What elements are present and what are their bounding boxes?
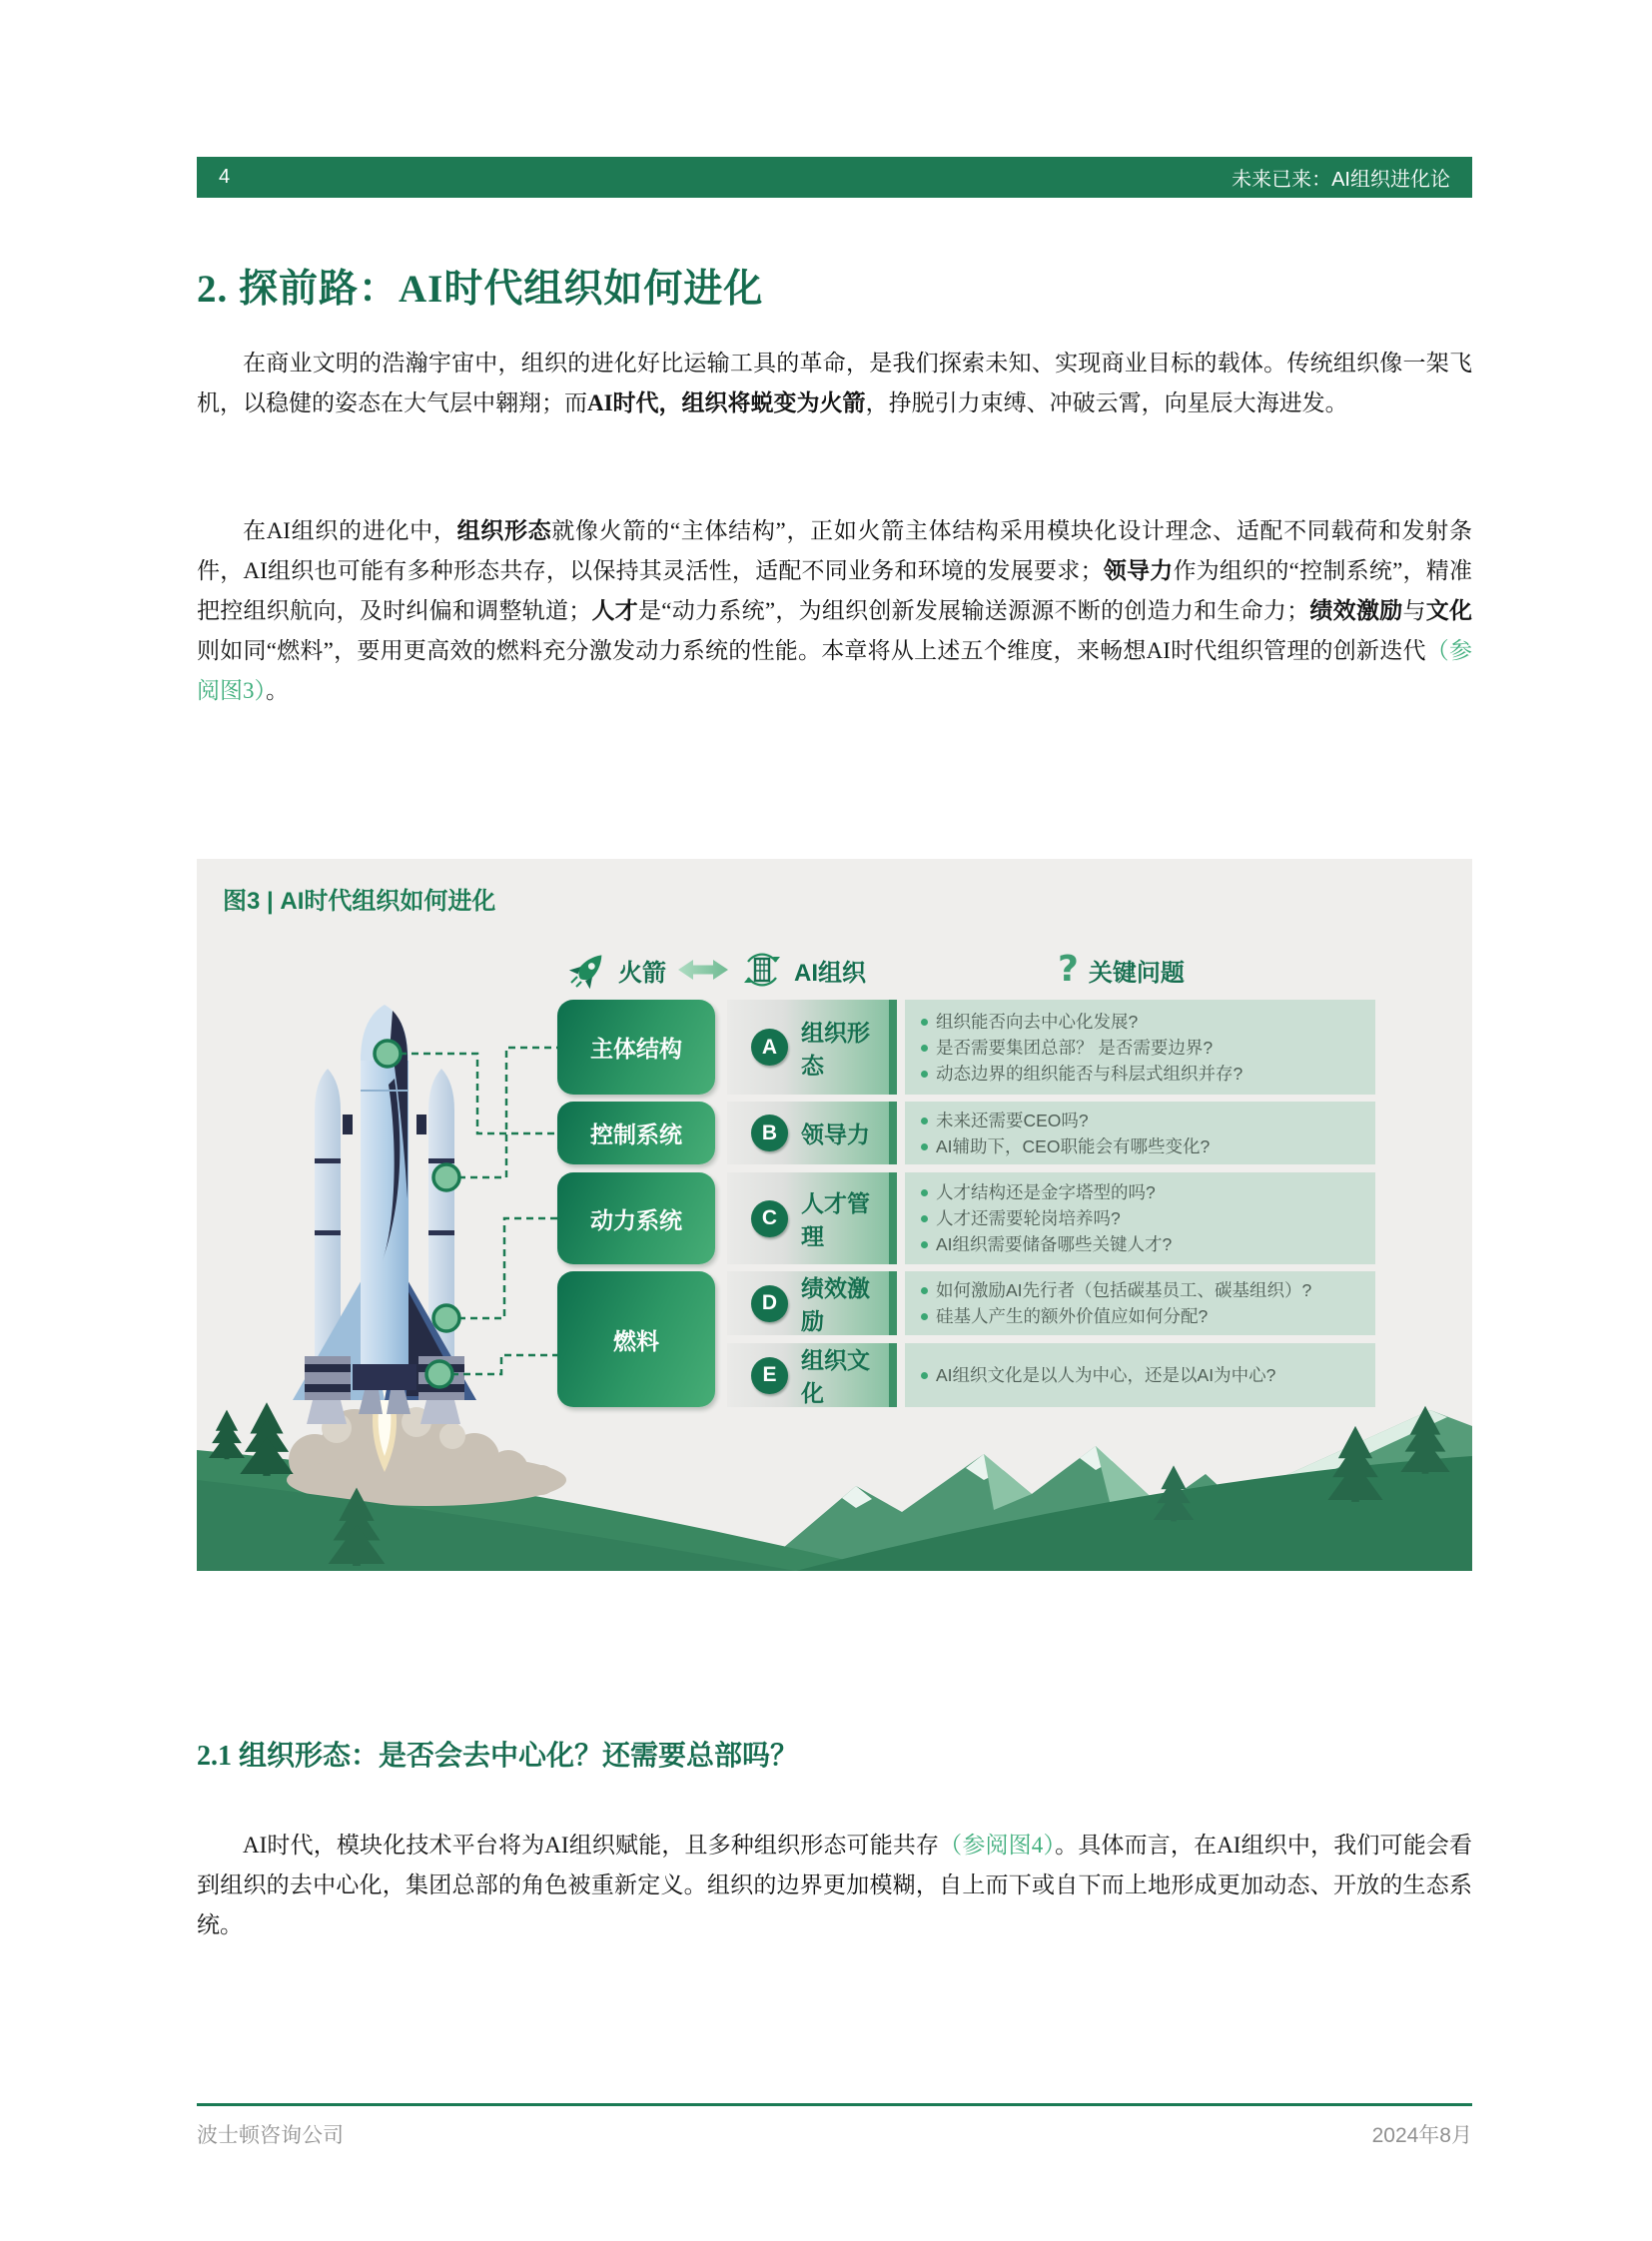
org-dimension-C xyxy=(727,1172,897,1264)
question-box-D xyxy=(905,1271,1375,1335)
anchor-dot-booster xyxy=(433,1164,459,1190)
figure-reference-link[interactable]: （参阅图3） xyxy=(197,638,1473,703)
org-dimension-D xyxy=(727,1271,897,1335)
text-segment: AI时代，模块化技术平台将为AI组织赋能，且多种组织形态可能共存 xyxy=(243,1833,940,1858)
legend-org-label: AI组织 xyxy=(794,959,866,987)
org-dimension-A xyxy=(727,1000,897,1095)
org-dimension-E xyxy=(727,1343,897,1407)
question-list xyxy=(905,1175,1182,1261)
bold-text-segment: 文化 xyxy=(1425,598,1473,623)
question-item: 是否需要集团总部？ 是否需要边界? xyxy=(919,1035,1242,1061)
text-segment: 在商业文明的浩瀚宇宙中，组织的进化好比运输工具的革命，是我们探索未知、实现商业目标的载体。传统组织像一架飞机，以稳健的姿态在大气层中翱翔；而 xyxy=(197,351,1472,415)
bold-text-segment: 组织形态 xyxy=(456,518,552,543)
anchor-dot-wing xyxy=(433,1305,459,1331)
org-dimension-label: 组织形态 xyxy=(801,1019,870,1079)
question-item: 硅基人产生的额外价值应如何分配? xyxy=(919,1303,1311,1329)
org-dimension-label: 领导力 xyxy=(801,1121,870,1147)
text-segment: 作为组织的“控制系统”，精准把控组织航向，及时纠偏和调整轨道； xyxy=(197,558,1472,623)
question-list xyxy=(905,1358,1285,1392)
question-item: 人才结构还是金字塔型的吗? xyxy=(919,1179,1172,1205)
text-segment: 。具体而言，在AI组织中，我们可能会看到组织的去中心化，集团总部的角色被重新定义。组织的边界更加模糊，自上而下或自下而上地形成更加动态、开放的生态系统。 xyxy=(197,1833,1472,1937)
text-segment: 。 xyxy=(266,678,289,703)
question-box-C xyxy=(905,1172,1375,1264)
text-segment: ，挣脱引力束缚、冲破云霄，向星辰大海进发。 xyxy=(865,390,1348,415)
letter-badge-E: E xyxy=(751,1357,788,1394)
figure-legend-questions xyxy=(1058,947,1185,993)
footer-date: 2024年8月 xyxy=(1371,2124,1472,2147)
text-segment: 就像火箭的“主体结构”，正如火箭主体结构采用模块化设计理念、适配不同载荷和发射条件，AI组织也可能有多种形态共存，以保持其灵活性，适配不同业务和环境的发展要求； xyxy=(197,518,1472,583)
figure-reference-link[interactable]: （参阅图4） xyxy=(939,1833,1056,1858)
question-list xyxy=(905,1273,1321,1333)
question-item: AI组织需要储备哪些关键人才? xyxy=(919,1231,1172,1257)
bold-text-segment: 人才 xyxy=(591,598,639,623)
question-box-A xyxy=(905,1000,1375,1095)
anchor-dot-engine xyxy=(426,1361,452,1387)
letter-badge-C: C xyxy=(751,1200,788,1237)
page-number: 4 xyxy=(219,166,231,188)
rocket-part-label: 动力系统 xyxy=(590,1206,682,1233)
letter-badge-D: D xyxy=(751,1285,788,1322)
org-dimension-label: 组织文化 xyxy=(801,1347,870,1406)
paragraph-2 xyxy=(197,511,1472,711)
rocket-part-box xyxy=(557,1172,715,1264)
figure-3 xyxy=(197,859,1472,1571)
page-footer xyxy=(197,2119,1472,2149)
question-list xyxy=(905,1104,1220,1163)
footer-divider xyxy=(197,2103,1472,2106)
question-list xyxy=(905,1005,1252,1091)
question-item: 组织能否向去中心化发展? xyxy=(919,1009,1242,1035)
question-item: AI辅助下，CEO职能会有哪些变化? xyxy=(919,1133,1210,1159)
letter-badge-A: A xyxy=(751,1029,788,1066)
page-header-bar xyxy=(197,157,1472,198)
subsection-title: 2.1 组织形态：是否会去中心化？还需要总部吗？ xyxy=(197,1741,799,1772)
paragraph-3 xyxy=(197,1826,1472,1945)
question-item: 未来还需要CEO吗? xyxy=(919,1108,1210,1133)
rocket-icon xyxy=(568,950,608,990)
question-box-B xyxy=(905,1102,1375,1164)
rocket-part-label: 主体结构 xyxy=(590,1036,682,1062)
letter-badge-B: B xyxy=(751,1115,788,1151)
question-box-E xyxy=(905,1343,1375,1407)
rocket-part-box xyxy=(557,1271,715,1407)
bold-text-segment: AI时代，组织将蜕变为火箭 xyxy=(587,390,866,415)
rocket-part-label: 燃料 xyxy=(613,1327,659,1354)
double-arrow-icon xyxy=(676,957,730,983)
bold-text-segment: 绩效激励 xyxy=(1309,598,1403,623)
bold-text-segment: 领导力 xyxy=(1103,558,1174,583)
org-dimension-B xyxy=(727,1102,897,1164)
rocket-part-box xyxy=(557,1102,715,1164)
legend-questions-label: 关键问题 xyxy=(1088,959,1185,987)
org-cycle-icon xyxy=(740,948,784,992)
org-dimension-label: 人才管理 xyxy=(801,1190,870,1249)
anchor-dot-nose xyxy=(375,1041,401,1067)
question-item: AI组织文化是以人为中心，还是以AI为中心? xyxy=(919,1362,1275,1388)
text-segment: 与 xyxy=(1402,598,1426,623)
question-item: 动态边界的组织能否与科层式组织并存? xyxy=(919,1061,1242,1087)
section-title: 2. 探前路：AI时代组织如何进化 xyxy=(197,268,764,311)
text-segment: 在AI组织的进化中， xyxy=(243,518,457,543)
text-segment: 则如同“燃料”，要用更高效的燃料充分激发动力系统的性能。本章将从上述五个维度，来畅想AI时代组织管理的创新迭代 xyxy=(197,638,1426,663)
org-dimension-label: 绩效激励 xyxy=(801,1275,870,1334)
legend-rocket-label: 火箭 xyxy=(618,959,666,987)
rocket-part-box xyxy=(557,1000,715,1095)
rocket-part-label: 控制系统 xyxy=(590,1121,682,1147)
question-item: 人才还需要轮岗培养吗? xyxy=(919,1205,1172,1231)
figure-title: 图3 | AI时代组织如何进化 xyxy=(223,888,496,915)
question-item: 如何激励AI先行者（包括碳基员工、碳基组织）? xyxy=(919,1277,1311,1303)
header-title: 未来已来：AI组织进化论 xyxy=(1232,169,1450,191)
paragraph-1 xyxy=(197,344,1472,423)
footer-company: 波士顿咨询公司 xyxy=(197,2124,344,2147)
question-mark-icon: ? xyxy=(1058,949,1079,990)
figure-legend xyxy=(568,947,866,993)
rocket-illustration xyxy=(293,1005,476,1472)
text-segment: 是“动力系统”，为组织创新发展输送源源不断的创造力和生命力； xyxy=(638,598,1310,623)
